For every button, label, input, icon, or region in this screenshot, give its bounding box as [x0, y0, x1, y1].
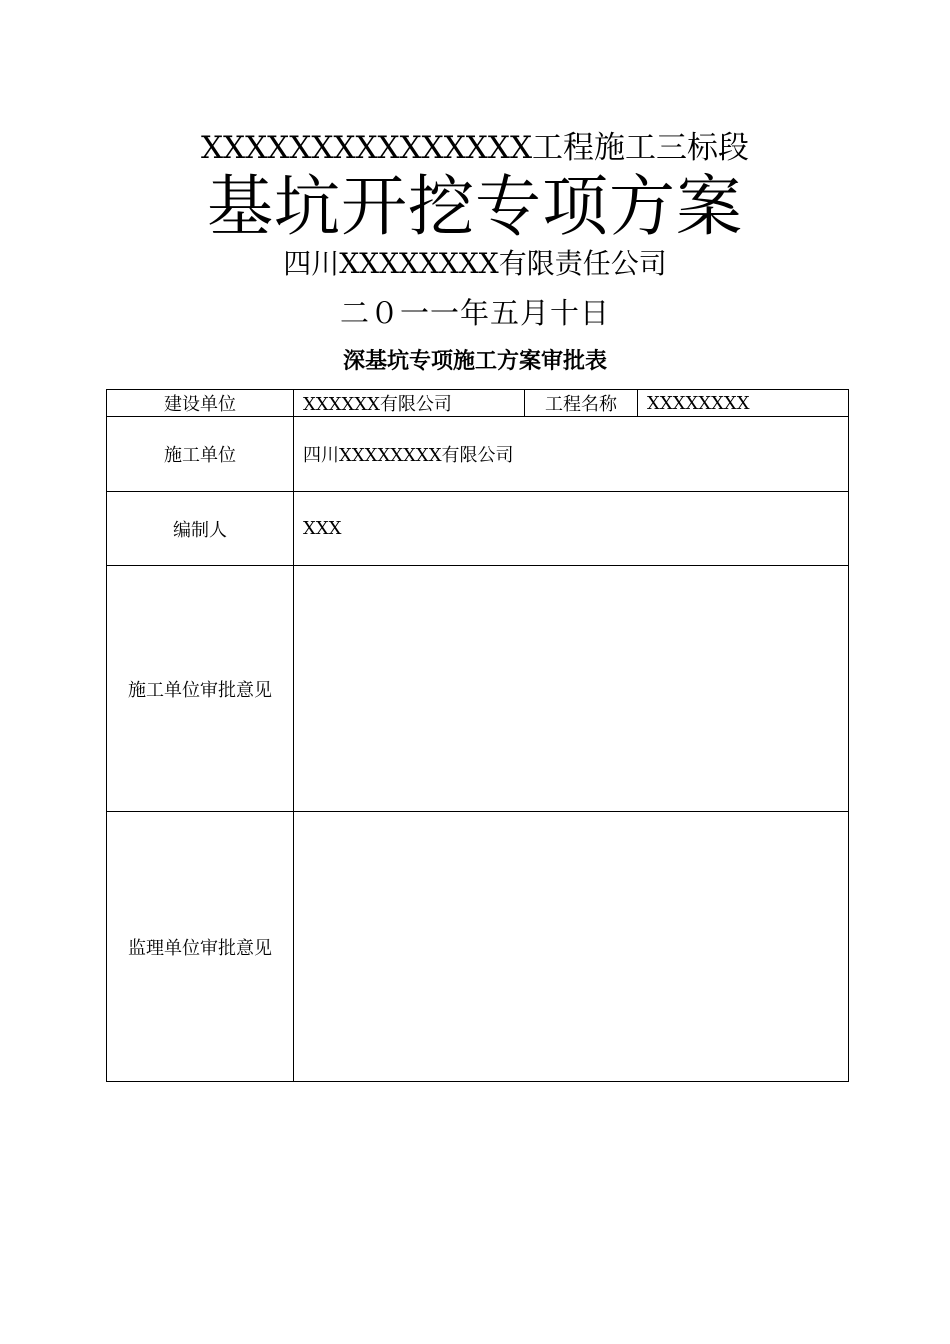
approval-table	[106, 389, 849, 1082]
owner-label: 建设单位	[107, 390, 294, 417]
table-row-supervisor-opinion	[107, 812, 849, 1082]
table-row-compiler	[107, 492, 849, 566]
contractor-opinion-field[interactable]	[294, 566, 849, 812]
project-name-heading: XXXXXXXXXXXXXXX工程施工三标段	[200, 130, 750, 166]
supervisor-opinion-field[interactable]	[294, 812, 849, 1082]
supervisor-opinion-label: 监理单位审批意见	[107, 812, 294, 1082]
table-row-contractor	[107, 417, 849, 492]
company-name: 四川XXXXXXXX有限责任公司	[283, 247, 667, 280]
project-name-label: 工程名称	[525, 390, 638, 417]
owner-value: XXXXXX有限公司	[294, 390, 525, 417]
contractor-value: 四川XXXXXXXX有限公司	[294, 417, 849, 492]
compiler-value: XXX	[294, 492, 849, 566]
compiler-label: 编制人	[107, 492, 294, 566]
project-name-value: XXXXXXXX	[638, 390, 849, 417]
main-title: 基坑开挖专项方案	[207, 168, 743, 245]
document-date: 二０一一年五月十日	[339, 296, 610, 330]
table-row-owner	[107, 390, 849, 417]
contractor-label: 施工单位	[107, 417, 294, 492]
table-row-contractor-opinion	[107, 566, 849, 812]
approval-table-title: 深基坑专项施工方案审批表	[342, 349, 607, 374]
contractor-opinion-label: 施工单位审批意见	[107, 566, 294, 812]
